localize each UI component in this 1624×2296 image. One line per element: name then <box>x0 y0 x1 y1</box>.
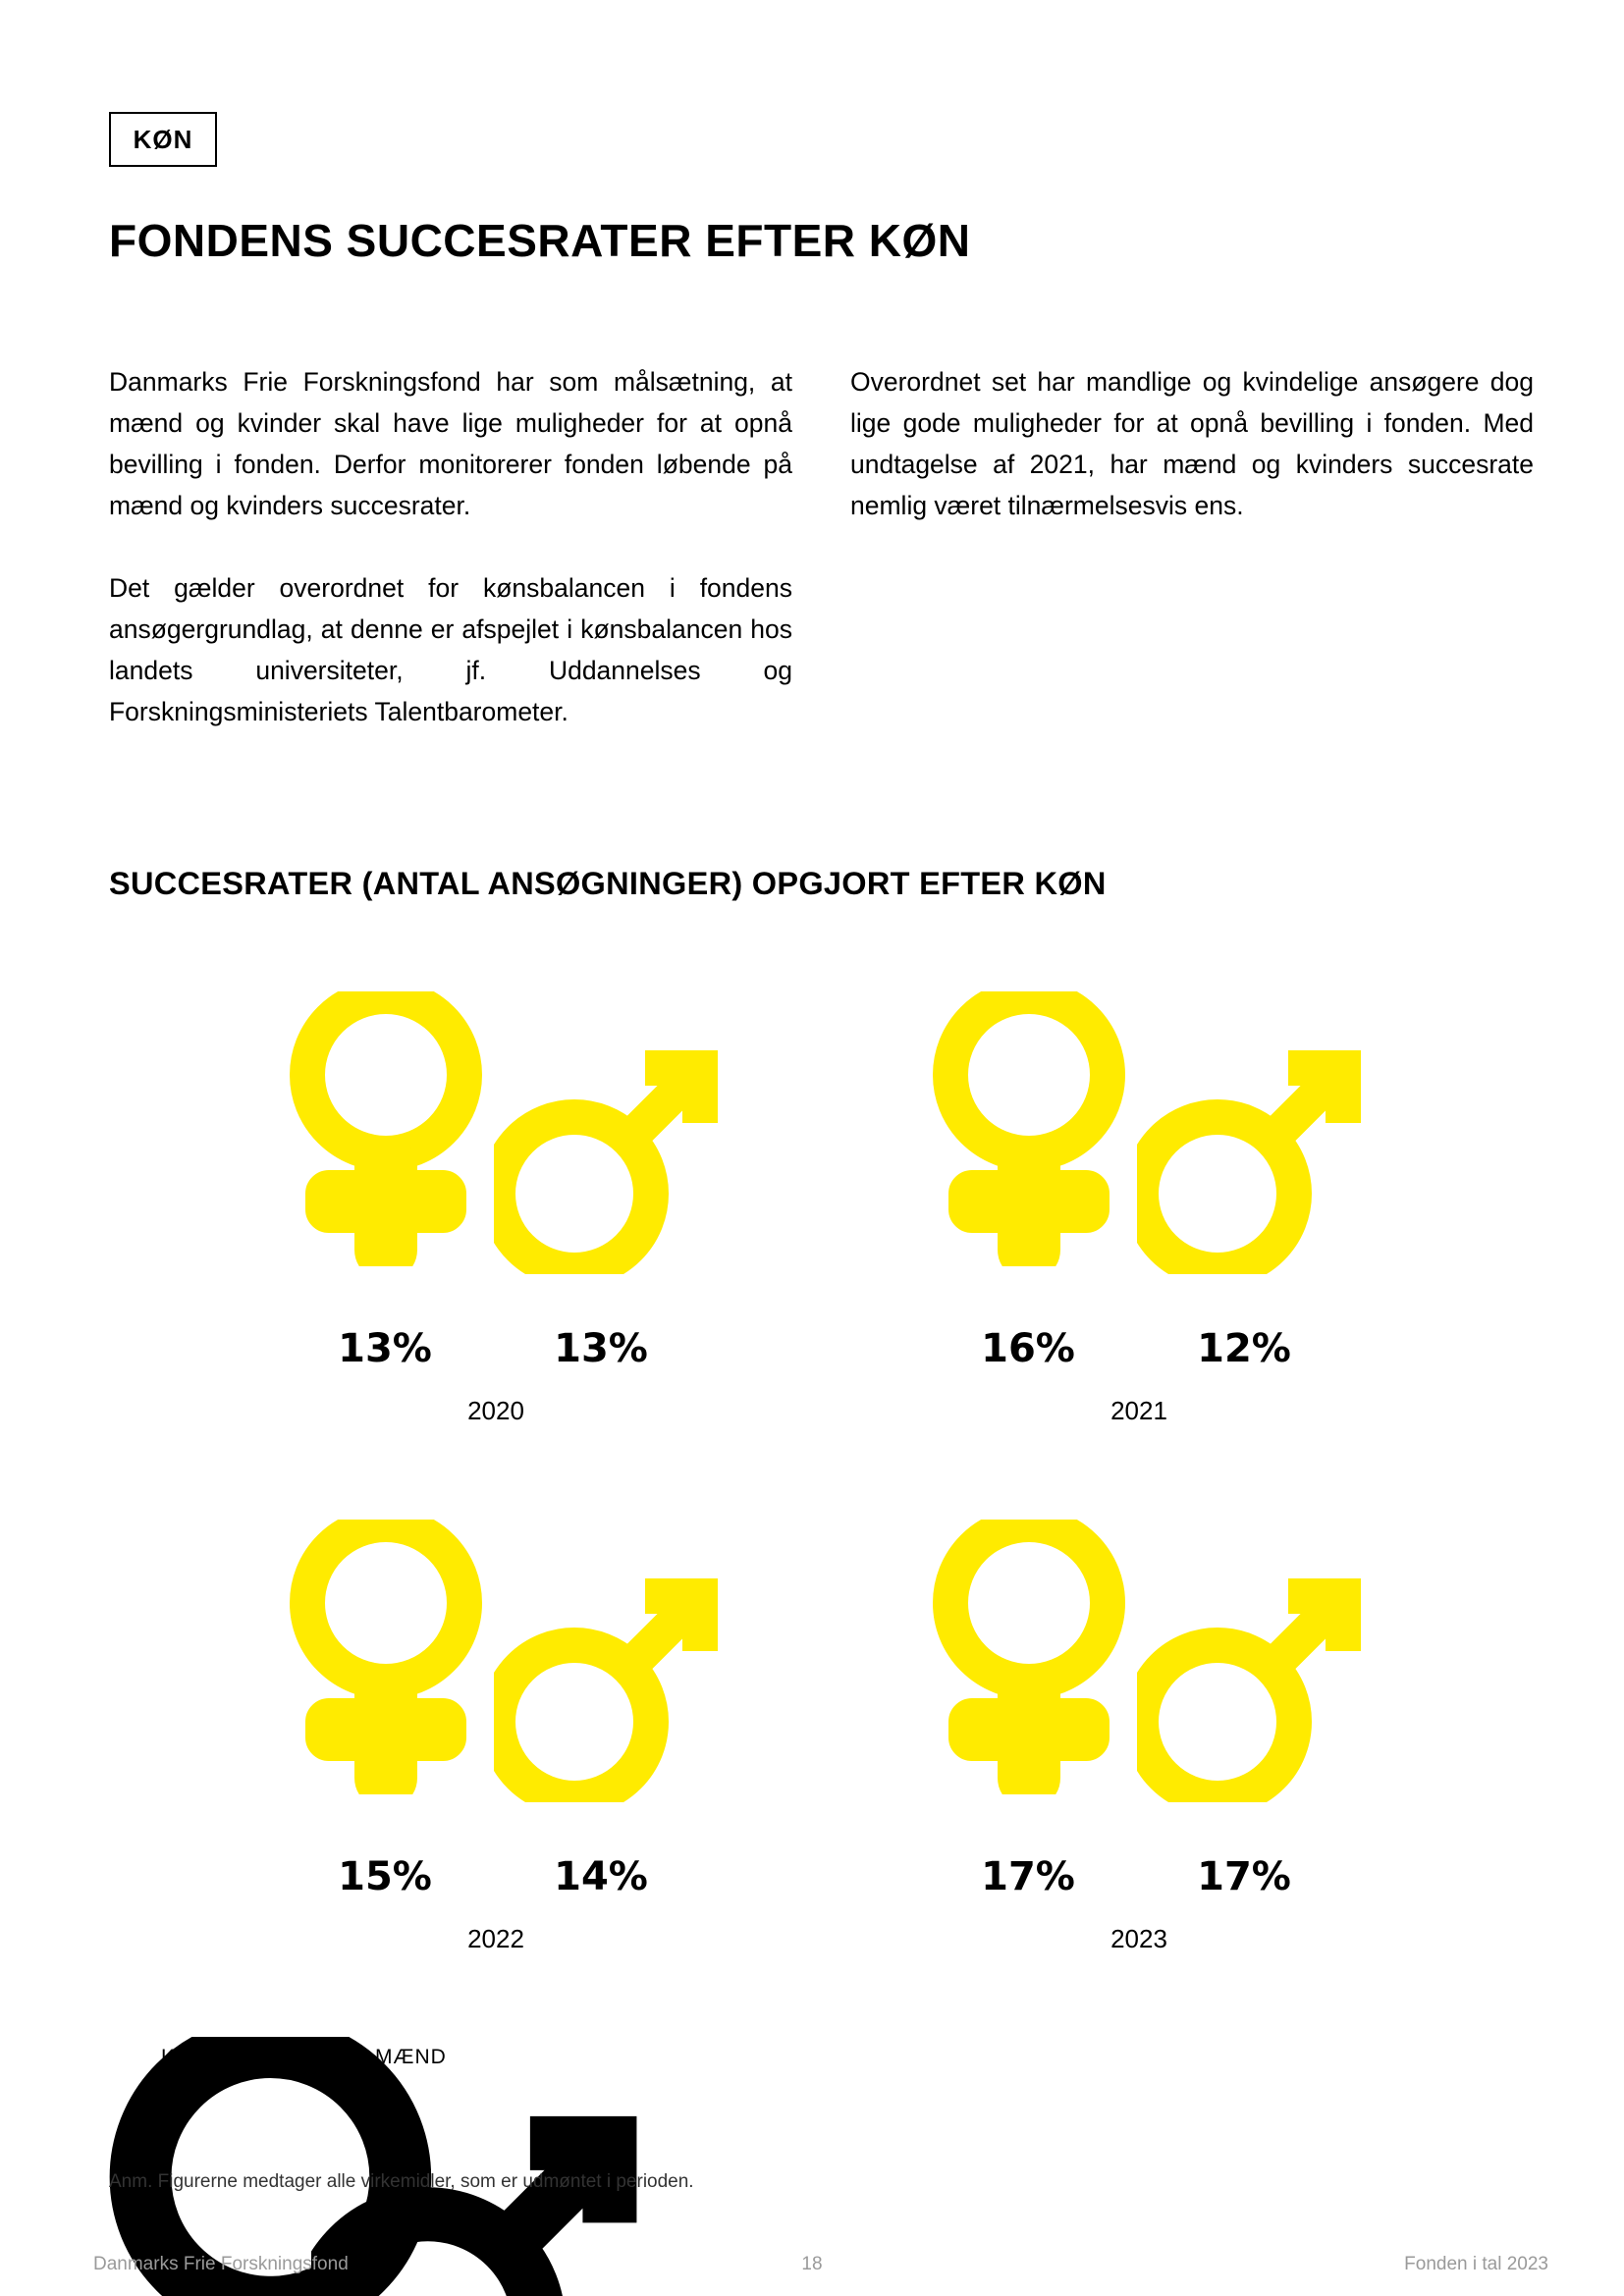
male-symbol-icon <box>498 1596 700 1798</box>
male-symbol-icon <box>1141 1596 1343 1798</box>
value-label-male: 12% <box>1197 1326 1291 1371</box>
chart-group-2020 <box>307 996 700 1425</box>
year-label: 2023 <box>1110 1924 1167 1953</box>
chart-group-2021 <box>950 996 1343 1425</box>
year-label: 2022 <box>467 1924 524 1953</box>
value-label-male: 13% <box>554 1326 648 1371</box>
value-label-male: 14% <box>554 1854 648 1899</box>
legend-label-male: MÆND <box>375 2046 447 2068</box>
value-label-female: 15% <box>338 1854 432 1899</box>
footer-publication: Fonden i tal 2023 <box>1404 2254 1548 2274</box>
male-symbol-icon <box>1141 1068 1343 1270</box>
year-label: 2020 <box>467 1396 524 1425</box>
value-label-female: 16% <box>981 1326 1075 1371</box>
intro-paragraph-3: Overordnet set har mandlige og kvindelige ansøgere dog lige gode muligheder for at opnå bevilling i fonden. Med undtagelse af 2021, har mænd og kvinders succesrate nemlig været tilnærmelsesvis ens. <box>850 367 1534 520</box>
intro-paragraph-2: Det gælder overordnet for kønsbalancen i fondens ansøgergrundlag, at denne er afspejlet i kønsbalancen hos landets universiteter, jf. Uddannelses og Forskningsministeriets Talentbarometer. <box>109 573 792 726</box>
value-label-female: 17% <box>981 1854 1075 1899</box>
female-symbol-icon <box>950 996 1108 1263</box>
female-symbol-icon <box>307 1524 464 1791</box>
legend-label-female: KVINDER <box>161 2046 260 2068</box>
male-symbol-icon <box>498 1068 700 1270</box>
female-symbol-icon <box>950 1524 1108 1791</box>
section-tag: KØN <box>109 112 217 167</box>
chart-title: SUCCESRATER (ANTAL ANSØGNINGER) OPGJORT EFTER KØN <box>109 866 1107 901</box>
footer-page-number: 18 <box>801 2254 823 2274</box>
value-label-female: 13% <box>338 1326 432 1371</box>
footnote: Anm. Figurerne medtager alle virkemidler, som er udmøntet i perioden. <box>109 2171 694 2192</box>
female-symbol-icon <box>307 996 464 1263</box>
page-title: FONDENS SUCCESRATER EFTER KØN <box>109 215 971 266</box>
chart-group-2022 <box>307 1524 700 1953</box>
chart-group-2023 <box>950 1524 1343 1953</box>
footer-publisher: Danmarks Frie Forskningsfond <box>93 2254 349 2274</box>
intro-paragraph-1: Danmarks Frie Forskningsfond har som målsætning, at mænd og kvinder skal have lige muligheder for at opnå bevilling i fonden. Derfor monitorerer fonden løbende på mænd og kvinders succesrater. <box>109 367 792 520</box>
year-label: 2021 <box>1110 1396 1167 1425</box>
value-label-male: 17% <box>1197 1854 1291 1899</box>
